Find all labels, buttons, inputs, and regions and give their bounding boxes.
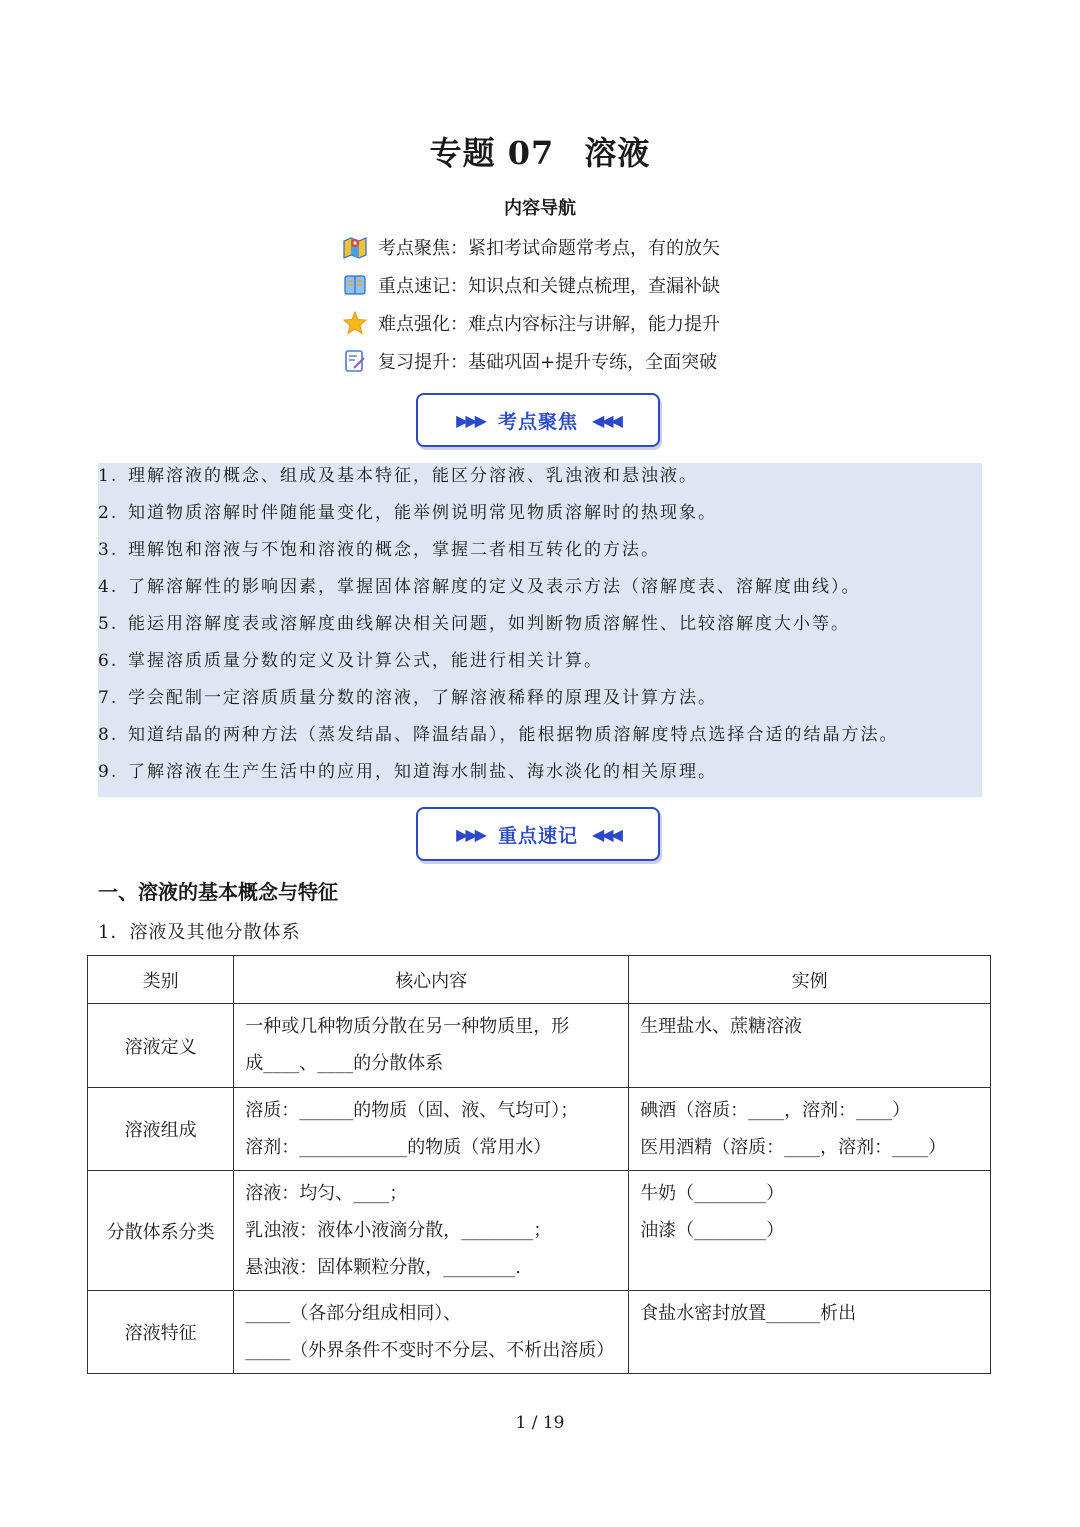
header-category: 类别 — [88, 956, 234, 1004]
row-content: _____（各部分组成相同）、 _____（外界条件不变时不分层、不析出溶质） — [234, 1291, 629, 1374]
row-example: 牛奶（________） 油漆（________） — [629, 1171, 991, 1291]
arrows-right-icon: ▶▶▶ — [456, 410, 484, 430]
navigation-heading: 内容导航 — [504, 198, 576, 219]
goal-item: 9. 了解溶液在生产生活中的应用，知道海水制盐、海水淡化的相关原理。 — [98, 762, 717, 782]
goal-item: 8. 知道结晶的两种方法（蒸发结晶、降温结晶），能根据物质溶解度特点选择合适的结晶方法。 — [98, 725, 899, 745]
banner-focus — [416, 393, 660, 447]
nav-item-review — [342, 342, 720, 380]
table-row — [88, 1171, 991, 1291]
arrows-left-icon: ◀◀◀ — [592, 824, 620, 844]
nav-item-text: 复习提升：基础巩固+提升专练，全面突破 — [378, 352, 718, 373]
header-content: 核心内容 — [234, 956, 629, 1004]
goal-item: 1. 理解溶液的概念、组成及基本特征，能区分溶液、乳浊液和悬浊液。 — [98, 466, 698, 486]
arrows-left-icon: ◀◀◀ — [592, 410, 620, 430]
page-title — [0, 128, 1080, 174]
nav-item-focus — [342, 228, 720, 266]
learning-goals — [98, 463, 982, 797]
section-heading: 一、溶液的基本概念与特征 — [98, 880, 338, 904]
row-example: 食盐水密封放置______析出 — [629, 1291, 991, 1374]
row-content: 溶质：______的物质（固、液、气均可）； 溶剂：____________的物质（常用水） — [234, 1088, 629, 1171]
banner-label: 重点速记 — [497, 824, 578, 847]
goal-item: 6. 掌握溶质质量分数的定义及计算公式，能进行相关计算。 — [98, 651, 603, 671]
topic-subject: 溶液 — [584, 134, 651, 172]
table-row — [88, 1088, 991, 1171]
table-row — [88, 1004, 991, 1088]
goal-item: 4. 了解溶解性的影响因素，掌握固体溶解度的定义及表示方法（溶解度表、溶解度曲线）。 — [98, 577, 861, 597]
row-example: 碘酒（溶质：____，溶剂：____） 医用酒精（溶质：____，溶剂：____） — [629, 1088, 991, 1171]
concept-table — [87, 955, 991, 1374]
nav-item-difficulty — [342, 304, 720, 342]
map-icon — [342, 234, 368, 260]
row-category: 溶液特征 — [88, 1291, 234, 1374]
banner-notes — [416, 807, 660, 861]
goal-item: 7. 学会配制一定溶质质量分数的溶液，了解溶液稀释的原理及计算方法。 — [98, 688, 717, 708]
row-category: 溶液定义 — [88, 1004, 234, 1088]
goal-item: 3. 理解饱和溶液与不饱和溶液的概念，掌握二者相互转化的方法。 — [98, 540, 660, 560]
goal-item: 5. 能运用溶解度表或溶解度曲线解决相关问题，如判断物质溶解性、比较溶解度大小等。 — [98, 614, 850, 634]
book-icon — [342, 272, 368, 298]
topic-number: 专题 07 — [429, 134, 555, 172]
banner-label: 考点聚焦 — [497, 410, 578, 433]
nav-item-text: 难点强化：难点内容标注与讲解，能力提升 — [378, 314, 720, 335]
header-example: 实例 — [629, 956, 991, 1004]
nav-item-text: 考点聚焦：紧扣考试命题常考点，有的放矢 — [378, 238, 720, 259]
arrows-right-icon: ▶▶▶ — [456, 824, 484, 844]
row-content: 溶液：均匀、____； 乳浊液：液体小液滴分散，________； 悬浊液：固体颗粒分散，________. — [234, 1171, 629, 1291]
row-category: 溶液组成 — [88, 1088, 234, 1171]
goal-item: 2. 知道物质溶解时伴随能量变化，能举例说明常见物质溶解时的热现象。 — [98, 503, 717, 523]
nav-item-notes — [342, 266, 720, 304]
star-icon — [342, 310, 368, 336]
table-header-row — [88, 956, 991, 1004]
row-category: 分散体系分类 — [88, 1171, 234, 1291]
nav-item-text: 重点速记：知识点和关键点梳理，查漏补缺 — [378, 276, 720, 297]
row-example: 生理盐水、蔗糖溶液 — [629, 1004, 991, 1088]
sub-heading: 1．溶液及其他分散体系 — [98, 922, 301, 943]
navigation-list — [342, 228, 720, 380]
table-row — [88, 1291, 991, 1374]
edit-note-icon — [342, 348, 368, 374]
row-content: 一种或几种物质分散在另一种物质里，形 成____、____的分散体系 — [234, 1004, 629, 1088]
page-number: 1 / 19 — [515, 1413, 565, 1433]
